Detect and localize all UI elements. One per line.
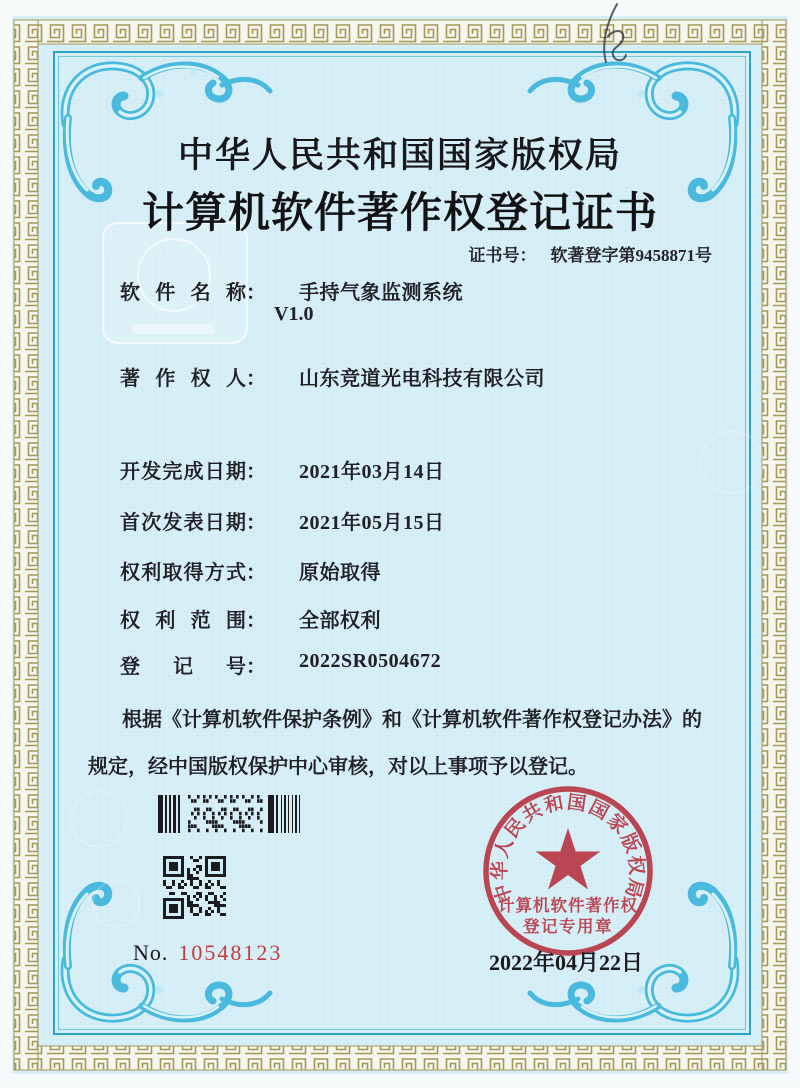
field-value: 手持气象监测系统	[299, 282, 463, 304]
field-label: 著作权人：	[120, 368, 266, 390]
field-label: 软件名称：	[120, 282, 266, 304]
ghost-watermark	[92, 880, 140, 928]
field-value: 全部权利	[299, 610, 381, 632]
field-value: 2021年05月15日	[299, 512, 445, 534]
field-row-rights-scope	[120, 604, 381, 633]
field-row-dev-complete-date	[120, 455, 445, 484]
field-label: 首次发表日期：	[120, 512, 266, 534]
seal-line-1: 计算机软件著作权	[498, 896, 638, 915]
authority-title: 中华人民共和国国家版权局	[177, 136, 622, 175]
certificate-number-value: 软著登字第9458871号	[550, 246, 712, 265]
barcode	[158, 795, 318, 835]
statement-line-1: 根据《计算机软件保护条例》和《计算机软件著作权登记办法》的	[122, 709, 702, 731]
field-value: 原始取得	[299, 562, 381, 584]
serial-number: 10548123	[178, 940, 283, 965]
serial-number-line	[133, 940, 282, 966]
official-seal	[478, 781, 658, 961]
seal-line-2: 登记专用章	[523, 917, 613, 936]
certificate-title: 计算机软件著作权登记证书	[141, 191, 658, 237]
software-version: V1.0	[274, 303, 314, 325]
ghost-watermark	[70, 790, 128, 848]
field-label: 登记号：	[120, 656, 266, 678]
certificate-number	[469, 241, 713, 266]
field-value: 山东竞道光电科技有限公司	[299, 368, 545, 390]
ghost-watermark	[700, 430, 764, 494]
statement-paragraph	[88, 697, 716, 791]
handwritten-mark	[0, 0, 800, 100]
qr-code	[163, 856, 226, 919]
field-row-first-publish-date	[120, 506, 445, 535]
issue-date: 2022年04月22日	[488, 950, 643, 975]
field-row-registration-number	[120, 650, 441, 679]
star-icon	[536, 828, 601, 890]
field-value: 2021年03月14日	[299, 461, 445, 483]
certificate-number-label: 证书号：	[468, 246, 537, 265]
statement-line-2: 规定，经中国版权保护中心审核，对以上事项予以登记。	[88, 756, 588, 778]
field-label: 权利范围：	[120, 610, 266, 632]
serial-label: No.	[133, 940, 169, 965]
seal-ring-text: 中华人民共和国国家版权局	[489, 792, 647, 906]
field-row-rights-acquisition	[120, 556, 381, 585]
field-value: 2022SR0504672	[299, 650, 442, 672]
field-label: 开发完成日期：	[120, 461, 266, 483]
field-label: 权利取得方式：	[120, 562, 266, 584]
field-row-copyright-owner	[120, 362, 545, 391]
field-row-software-name	[120, 276, 463, 305]
